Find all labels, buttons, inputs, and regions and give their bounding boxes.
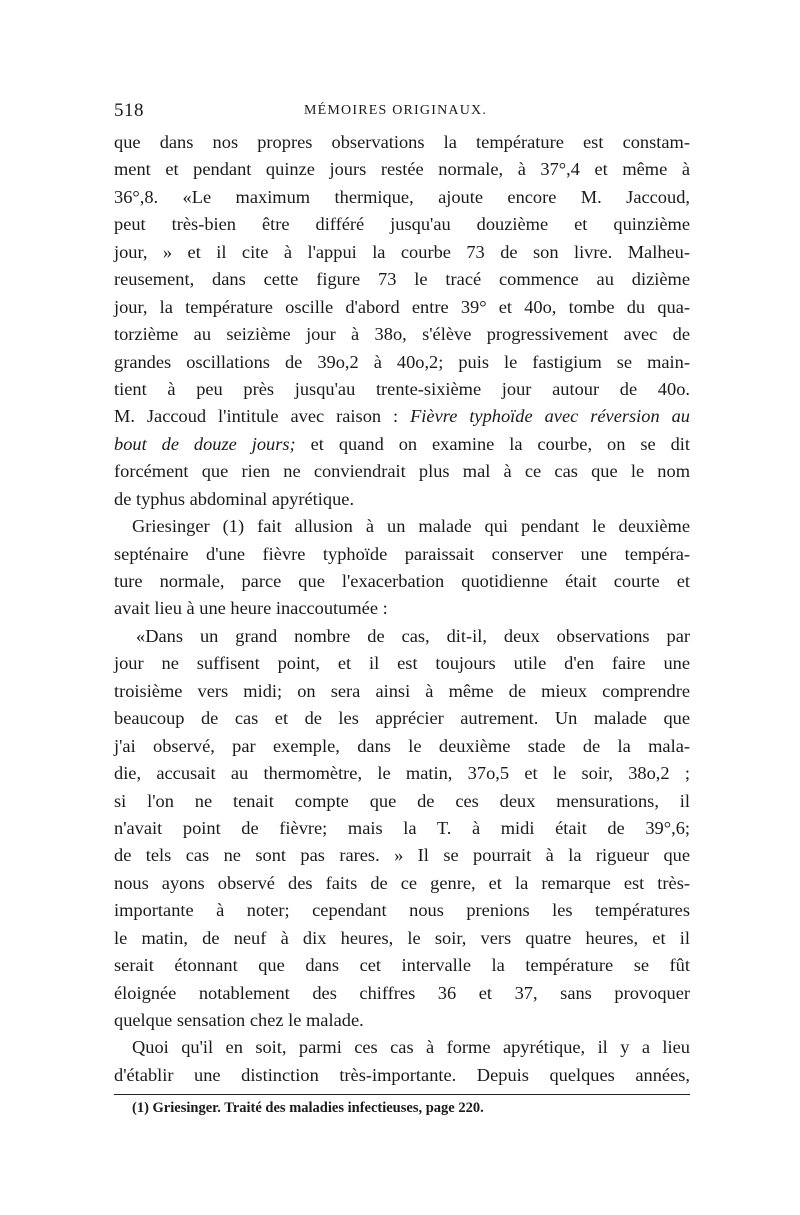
text-line: n'avait point de fièvre; mais la T. à midi était de 39°,6; [114,817,690,838]
italic-title: bout de douze jours; [114,433,296,454]
text-line: «Dans un grand nombre de cas, dit-il, deux observations par [136,625,690,646]
text-line: ture normale, parce que l'exacerbation quotidienne était courte et [114,571,690,591]
text-line: avait lieu à une heure inaccoutumée : [114,598,388,619]
text-line: que dans nos propres observations la température est constam- [114,132,690,152]
italic-title: Fièvre typhoïde avec réversion au [410,406,690,427]
text-line: éloignée notablement des chiffres 36 et 37, sans provoquer [114,982,690,1003]
text-line: 36°,8. «Le maximum thermique, ajoute encore M. Jaccoud, [114,186,690,207]
text-line: ment et pendant quinze jours restée normale, à 37°,4 et même à [114,159,690,180]
footnote-divider [114,1094,690,1095]
body-text [114,129,690,1089]
text-line: reusement, dans cette figure 73 le tracé commence au dizième [114,269,690,290]
page-header [114,100,690,124]
text-line: forcément que rien ne conviendrait plus mal à ce cas que le nom [114,461,690,482]
footnote: (1) Griesinger. Traité des maladies infectieuses, page 220. [132,1100,484,1116]
text-line: importante à noter; cependant nous prenions les températures [114,900,690,921]
text-line: quelque sensation chez le malade. [114,1010,364,1030]
text-line: M. Jaccoud l'intitule avec raison : Fièvre typhoïde avec réversion au [114,406,690,427]
running-head: MÉMOIRES ORIGINAUX. [304,103,488,118]
text-line: serait étonnant que dans cet intervalle la température se fût [114,955,690,976]
text-line: die, accusait au thermomètre, le matin, 37o,5 et le soir, 38o,2 ; [114,763,690,784]
text-line: bout de douze jours; et quand on examine la courbe, on se dit [114,433,690,454]
text-line: le matin, de neuf à dix heures, le soir, vers quatre heures, et il [114,927,690,948]
page-number: 518 [114,100,144,121]
text-line: peut très-bien être différé jusqu'au douzième et quinzième [114,214,690,235]
text-line: Griesinger (1) fait allusion à un malade qui pendant le deuxième [132,516,690,537]
text-line: tient à peu près jusqu'au trente-sixième jour autour de 40o. [114,378,690,399]
text-line: d'établir une distinction très-importante. Depuis quelques années, [114,1064,690,1085]
text-line: septénaire d'une fièvre typhoïde paraissait conserver une tempéra- [114,543,690,564]
text-line: jour ne suffisent point, et il est toujours utile d'en faire une [114,653,690,674]
text-line: beaucoup de cas et de les apprécier autrement. Un malade que [114,708,690,729]
text-line: jour, la température oscille d'abord entre 39° et 40o, tombe du qua- [114,296,690,317]
text-line: de typhus abdominal apyrétique. [114,488,355,509]
text-line: de tels cas ne sont pas rares. » Il se pourrait à la rigueur que [114,845,690,866]
text-line: torzième au seizième jour à 38o, s'élève progressivement avec de [114,324,690,345]
text-line: grandes oscillations de 39o,2 à 40o,2; puis le fastigium se main- [114,351,690,372]
text-line: nous ayons observé des faits de ce genre, et la remarque est très- [114,872,690,893]
text-line: j'ai observé, par exemple, dans le deuxième stade de la mala- [114,735,690,756]
text-line: troisième vers midi; on sera ainsi à même de mieux comprendre [114,680,690,701]
text-line: jour, » et il cite à l'appui la courbe 73 de son livre. Malheu- [114,241,690,262]
text-line: si l'on ne tenait compte que de ces deux mensurations, il [114,790,690,811]
text-line: Quoi qu'il en soit, parmi ces cas à forme apyrétique, il y a lieu [132,1037,690,1058]
